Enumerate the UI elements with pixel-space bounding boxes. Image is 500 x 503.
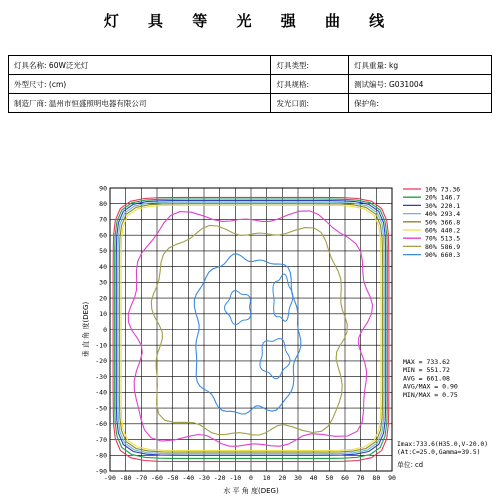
x-tick-label: 0: [249, 474, 253, 482]
x-tick-label: 30: [294, 474, 302, 482]
x-tick-label: -10: [229, 474, 242, 482]
legend-label: 80% 586.9: [425, 242, 461, 251]
y-tick-label: 30: [99, 278, 107, 287]
legend-label: 70% 513.5: [425, 234, 461, 243]
info-cell-name: 灯具名称: 60W泛光灯: [9, 56, 271, 75]
info-cell-type: 灯具类型:: [271, 56, 349, 75]
info-cell-maker: 制造厂商: 温州市恒盛照明电器有限公司: [9, 94, 271, 113]
x-tick-label: -80: [119, 474, 132, 482]
chart-title: 灯 具 等 光 强 曲 线: [103, 12, 397, 30]
chart-stats: [397, 358, 488, 469]
x-tick-label: -40: [182, 474, 195, 482]
x-tick-label: 20: [278, 474, 287, 482]
legend-label: 30% 220.1: [425, 201, 461, 210]
legend-label: 40% 293.4: [425, 210, 461, 219]
x-tick-label: 80: [372, 474, 381, 482]
x-tick-label: -20: [213, 474, 226, 482]
legend-label: 50% 366.8: [425, 218, 461, 227]
x-tick-label: 10: [262, 474, 271, 482]
x-tick-label: 60: [341, 474, 349, 482]
y-tick-label: -90: [95, 467, 107, 476]
x-tick-label: 90: [388, 474, 396, 482]
y-tick-label: 0: [103, 325, 107, 334]
stat-line: AVG = 661.08: [403, 374, 450, 383]
legend-label: 20% 146.7: [425, 193, 461, 202]
y-axis-label: 垂 直 角 度(DEG): [82, 301, 90, 358]
y-tick-label: 90: [99, 184, 107, 193]
x-tick-label: -70: [135, 474, 148, 482]
info-cell-weight: 灯具重量: kg: [349, 56, 492, 75]
y-tick-label: -10: [95, 341, 107, 350]
x-tick-label: -90: [104, 474, 116, 482]
info-cell-test-no: 测试编号: G031004: [349, 75, 492, 94]
legend-label: 10% 73.36: [425, 185, 461, 194]
legend-label: 60% 440.2: [425, 226, 461, 235]
y-tick-label: 50: [99, 247, 107, 256]
stat-line: MAX = 733.62: [403, 358, 450, 366]
y-tick-label: -30: [95, 372, 107, 381]
info-cell-spec: 灯具规格:: [271, 75, 349, 94]
stat-line: AVG/MAX = 0.90: [403, 382, 458, 391]
x-tick-label: -50: [166, 474, 179, 482]
x-tick-label: -60: [151, 474, 163, 482]
y-tick-label: 60: [99, 231, 107, 240]
y-tick-label: 80: [99, 200, 107, 209]
y-tick-label: -40: [95, 388, 107, 397]
legend-label: 90% 660.3: [425, 251, 461, 260]
y-tick-label: -60: [95, 420, 107, 429]
y-tick-label: 40: [99, 262, 107, 271]
x-tick-label: 70: [356, 474, 365, 482]
y-tick-label: -50: [95, 404, 107, 413]
info-cell-shield-angle: 保护角:: [349, 94, 492, 113]
unit-label: 单位: cd: [397, 461, 424, 469]
y-tick-label: -20: [95, 357, 107, 366]
info-cell-size: 外型尺寸: (cm): [9, 75, 271, 94]
chart-legend: [403, 186, 460, 260]
y-tick-label: -70: [95, 435, 107, 444]
y-tick-label: 70: [99, 215, 107, 224]
stat-line: MIN/MAX = 0.75: [403, 390, 458, 399]
info-cell-aperture: 发光口面:: [271, 94, 349, 113]
chart-grid: [110, 188, 392, 471]
y-tick-label: 20: [99, 294, 107, 303]
x-axis-label: 水 平 角 度(DEG): [223, 487, 279, 495]
y-tick-label: 10: [99, 310, 107, 319]
y-tick-label: -80: [95, 451, 107, 460]
stat-line: MIN = 551.72: [403, 366, 450, 375]
x-tick-label: 50: [325, 474, 334, 482]
x-tick-label: 40: [309, 474, 318, 482]
max-info-line: (At:C=25.0,Gamma=39.5): [397, 449, 481, 456]
max-info-line: Imax:733.6(H35.0,V-20.0): [397, 441, 488, 448]
x-tick-label: -30: [198, 474, 210, 482]
